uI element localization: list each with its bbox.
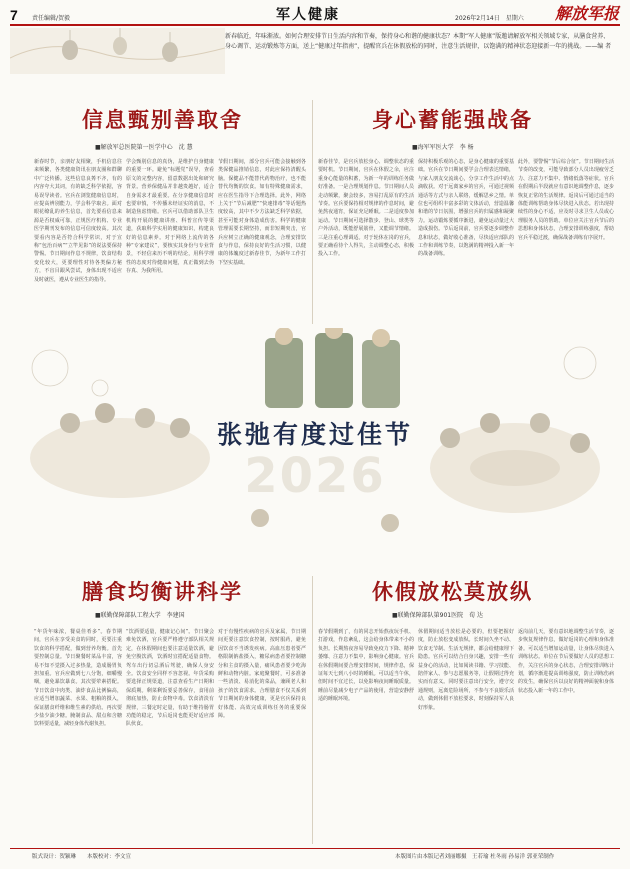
article-column: 节假日期间，部分官兵可能会接触到各类保健品推销信息，对此应保持清醒头脑。保健品不能替代药物治疗，也不能替代均衡的饮食。如有特殊健康需求，应在医生指导下合理选择。此外，网络上关于“节后减肥”“快速排毒”等话题热度较高，其中不少方法缺乏科学依据，甚至可能对身体造成伤害。科学的健康管理需要长期坚持，而非短期突击，官兵应树立正确的健康观念，合理安排饮食与作息，保持良好的生活习惯，以健康的体魄度过新春佳节，为新年工作打下坚实基础。 (218, 159, 306, 266)
article-column: 学会甄别信息的真伪，是维护自身健康的重要一环。避免“标题党”误导，查看原文的完整内容，留意数据出处和研究背景。营养保健品并非越贵越好，适合自身需求才最重要。在分享健康信息时也要审慎，不传播未经证实的消息，不制造焦虑情绪。官兵可以借助部队卫生机构开展的健康讲座、科普宣传等渠道，获取科学实用的健康知识，构建良好的信息素养。对于网络上流传的各种“专家建议”，要核实其身份与专业背景，不轻信来历不明的结论，用科学理性的态度对待健康问题，真正做到去伪存真、为我所用。 (126, 159, 214, 275)
footer-credits-left: 版式设计：贺颖琳 本版校对：李文宣 (32, 854, 132, 860)
footer-credits-right: 本版图片由本版记者刘丽娜摄 王若瑜 杜冬雨 孙易洋 郭亚荣制作 (395, 854, 555, 860)
article-column: “饮酒要适量，健康记心间”。节日聚会难免饮酒，官兵要严格遵守部队相关规定，在休假期间也要注意适量饮酒，避免空腹饮酒，饮酒时宜搭配适量食物。驾车出行切忌酒后驾驶，确保人身安全。饮食安全同样不容忽视。年货采购要选择正规渠道，注意查看生产日期和保质期。剩菜剩饭要妥善保存，食用前彻底加热，防止食物中毒。饮食清淡有规律，三餐定时定量，有助于维持肠胃功能的稳定，节后返岗也能更好适应部队伙食。 (126, 629, 214, 728)
article-column: 休假期间适当放松是必要的，但要把握好度，防止放松变成放纵。长时间久坐不动、饮食无节制、生活无规律，都会给健康埋下隐患。官兵可以结合自身兴趣，安排一些有益身心的活动，比如阅读书籍、学习技能、陪伴家人、参与志愿服务等，让假期过得充实而有意义。同时要注意出行安全，遵守交通规则，远离危险场所，不参与不良娱乐活动，做到休假不放松要求，时刻保持军人良好形象。 (418, 629, 514, 711)
header-rule (10, 24, 620, 26)
section-heading-balanced-diet: 膳食均衡讲科学 (82, 580, 243, 604)
byline-moderate-relaxation: ■联勤保障部队第901医院 荀 达 (392, 612, 484, 619)
section-title: 军人健康 (276, 7, 340, 23)
section-heading-info-filtering: 信息甄别善取舍 (82, 108, 243, 132)
article-column: 此外，要警惕“节后综合征”。节日期间生活节奏的改变，可能导致部分人员出现疲劳乏力、注意力不集中、情绪低落等症状。官兵在假期后半段就应有意识地调整作息，逐步恢复正常的生活规律。返岗后可通过适当的体能训练帮助身体尽快进入状态。若出现持续性的身心不适，应及时寻求卫生人员或心理服务人员的帮助。单位应关注官兵节后的思想和身体状态，合理安排训练强度，帮助官兵平稳过渡，确保战备训练有序展开。 (518, 159, 614, 241)
page-number: 7 (10, 7, 18, 23)
article-column: 对于有慢性疾病的官兵及家属，节日期间更要注意饮食控制，按时服药，避免因饮食不当诱发疾病。高血压患者要严格限制钠盐摄入，糖尿病患者要控制糖分和主食的摄入量，痛风患者要少吃海鲜和动物内脏。家庭聚餐时，可多准备一些清淡、易消化的菜品，兼顾老人和孩子的饮食需求。合理膳食不仅关系到节日期间的身体健康，更是官兵保持良好体能、高效完成训练任务的重要保障。 (218, 629, 306, 720)
footer-rule (10, 848, 620, 849)
banner-headline: 张弛有度过佳节 (216, 420, 413, 449)
article-column: 春节假期到了，有的同志开始熬夜玩手机、打游戏，作息紊乱，这会给身体带来不小的负担。长期熬夜容易导致免疫力下降、精神萎靡、注意力不集中，影响身心健康。官兵在休假期间要合理安排时间，规律作息，保证每天七到八小时的睡眠。可以适当午休，但时间不宜过长，以免影响夜间睡眠质量。睡前尽量减少电子产品的使用，营造安静舒适的睡眠环境。 (318, 629, 414, 703)
section-heading-moderate-relaxation: 休假放松莫放纵 (372, 580, 533, 604)
section-heading-energy-readiness: 身心蓄能强战备 (372, 108, 533, 132)
byline-balanced-diet: ■联勤保障部队工程大学 李建国 (95, 612, 185, 619)
editor-credit: 责任编辑/贺毅 (32, 15, 71, 22)
column-divider (312, 576, 313, 844)
article-column: 新春时节，亲朋好友相聚，手机信息往来频繁，各类健康资讯在朋友圈和群聊中广泛传播。这些信息良莠不齐，有的内容夸大其词，有的缺乏科学依据，容易误导读者。官兵在浏览健康信息时，应提高辨别能力，学会科学取舍。面对眼花缭乱的养生信息，首先要看信息来源是否权威可靠，正规医疗机构、专业医学期刊发布的信息可信度较高。其次要看内容是否符合科学常识，对于宣称“包治百病”“立竿见影”的说法要保持警惕。节日期间作息不规律，饮食结构变化较大，更要理性对待各类偏方秘方，不盲目跟风尝试，身体出现不适应及时就医，遵从专业医生的指导。 (34, 159, 122, 283)
article-column: 新春佳节，是官兵放松身心、调整状态的重要时机。节日期间，官兵在休假之余，应注重身心能量的积蓄，为新一年的训练任务做好准备。一是合理规划作息。节日期间人员走动频繁，聚会较多，容易打乱原有的生活节奏。官兵要保持相对规律的作息时间，避免熬夜通宵，保证充足睡眠。二是适度参加运动。节日期间可选择散步、登山、球类等户外活动，既能舒展筋骨，又能调节情绪。三是注重心理调适。对于轮休在岗的官兵，要正确看待个人得失，主动调整心态，积极投入工作。 (318, 159, 414, 258)
newspaper-masthead: 解放军报 (555, 4, 620, 23)
lantern-decoration-illustration (10, 28, 225, 74)
byline-energy-readiness: ■海军军医大学 李 杨 (412, 144, 474, 151)
article-column: 保持积极乐观的心态，是身心健康的重要基础。官兵在节日期间要学会合理表达情绪，与家人朋友交流谈心，分享工作生活中的点滴收获。对于远离家乡的官兵，可通过视频通话等方式与亲人联络，缓解思乡之情。单位也可组织丰富多彩的文体活动，营造温馨和谐的节日氛围，增强官兵的归属感和凝聚力。运动锻炼要循序渐进，避免运动量过大造成损伤。节后返岗前，官兵要逐步调整作息和状态，做好收心准备，尽快适应部队的工作和训练节奏，以饱满的精神投入新一年的战备训练。 (418, 159, 514, 258)
article-column: “年货年味浓，餐桌佳肴多”。春节期间，官兵在享受美食的同时，更要注重饮食的科学搭配，做到营养均衡。首先要控制总量。节日聚餐时菜品丰富，容易不知不觉摄入过多热量，造成肠胃负担加重。官兵应做到七八分饱，细嚼慢咽，避免暴饮暴食。其次要荤素搭配。节日饮食中肉类、油炸食品比例偏高，应适当增加蔬菜、水果、粗粮的摄入，保证膳食纤维和维生素的供给。再次要少盐少油少糖。腌制食品、甜点和含糖饮料要适量，减轻身体代谢负担。 (34, 629, 122, 728)
intro-paragraph: 新春临近，年味渐浓。如何合理安排节日生活内容和节奏，保持身心和谐的健康状态？本期“军人健康”版邀请解放军相关领域专家，从膳食营养、身心调节、运动锻炼等方面，送上“健康过年指南”，提醒官兵在休假放松的同时，注意生活规律，以饱满的精神状态迎接新一年的挑战。——编 者 (225, 33, 612, 50)
issue-date: 2026年2月14日 星期六 (455, 15, 524, 22)
column-divider (312, 100, 313, 324)
byline-info-filtering: ■解放军总医院第一医学中心 沈 慧 (95, 144, 193, 151)
year-watermark: 2026 (244, 448, 386, 504)
article-column: 返岗前几天，要有意识地调整生活节奏，逐步恢复规律作息，做好返岗的心理和身体准备。可以适当增加运动量，让身体尽快进入训练状态。单位在节后要做好人员的思想工作，关注官兵的身心状态，合理安排训练计划，循序渐进提高训练强度，防止训练伤病的发生，确保官兵以良好的精神面貌和身体状态投入新一年的工作中。 (518, 629, 614, 694)
